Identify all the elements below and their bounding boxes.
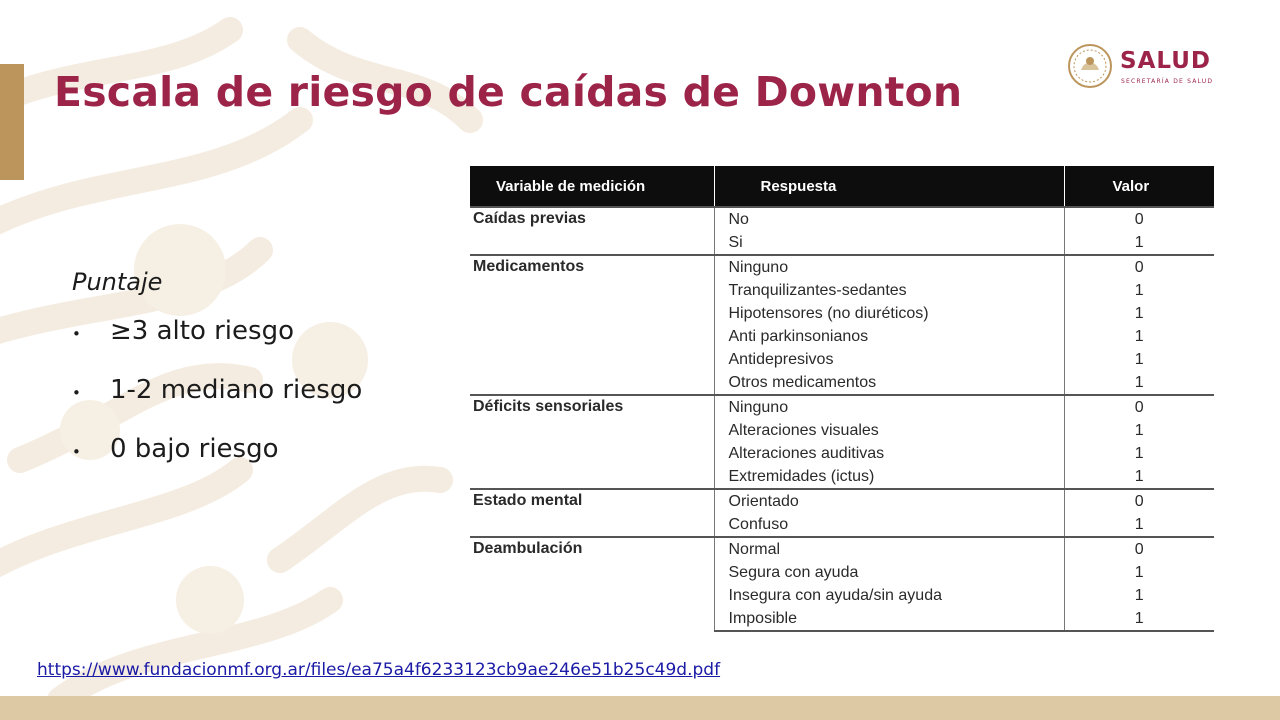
bullet-icon: • (72, 384, 81, 402)
table-row (470, 395, 1214, 419)
value-cell: 1 (1134, 350, 1144, 368)
response-cell: Si (714, 231, 1064, 255)
value-cell: 1 (1064, 607, 1214, 631)
response-cell: Hipotensores (no diuréticos) (714, 302, 1064, 325)
value-cell: 0 (1064, 255, 1214, 279)
bullet-icon: • (72, 325, 81, 343)
category-cell: Deambulación (470, 537, 714, 631)
score-item-label: 1-2 mediano riesgo (110, 375, 363, 405)
downton-table-container (470, 166, 1214, 632)
value-cell: 0 (1064, 207, 1214, 231)
table-header-row (470, 166, 1214, 207)
value-cell: 1 (1134, 327, 1144, 345)
response-cell: Tranquilizantes-sedantes (714, 279, 1064, 302)
column-header-valor: Valor (1064, 166, 1214, 207)
value-cell: 0 (1064, 395, 1214, 419)
score-item-low (72, 434, 452, 493)
value-cell: 1 (1134, 467, 1144, 485)
value-cell: 1 (1134, 444, 1144, 462)
response-cell: Anti parkinsonianos (714, 325, 1064, 348)
category-cell: Caídas previas (470, 207, 714, 255)
response-cell: Alteraciones auditivas (714, 442, 1064, 465)
value-cell: 1 (1134, 586, 1144, 604)
response-cell: Insegura con ayuda/sin ayuda (714, 584, 1064, 607)
source-link[interactable]: https://www.fundacionmf.org.ar/files/ea75a4f6233123cb9ae246e51b25c49d.pdf (37, 660, 721, 680)
score-item-label: ≥3 alto riesgo (110, 316, 294, 346)
value-cell: 1 (1134, 515, 1144, 533)
column-header-respuesta: Respuesta (714, 166, 1064, 207)
logo-subtitle: SECRETARÍA DE SALUD (1121, 78, 1214, 85)
national-seal-icon (1066, 42, 1114, 90)
response-cell: No (714, 207, 1064, 231)
column-header-variable: Variable de medición (470, 166, 714, 207)
table-row (470, 537, 1214, 561)
value-cell: 1 (1134, 233, 1144, 251)
score-item-label: 0 bajo riesgo (110, 434, 279, 464)
downton-scale-table (470, 166, 1214, 632)
logo-wordmark: SALUD (1120, 48, 1211, 74)
title-accent-bar (0, 64, 24, 180)
category-cell: Estado mental (470, 489, 714, 537)
response-cell: Alteraciones visuales (714, 419, 1064, 442)
response-cell: Otros medicamentos (714, 371, 1064, 395)
score-list (72, 316, 452, 493)
value-cell: 1 (1134, 373, 1144, 391)
category-cell: Medicamentos (470, 255, 714, 395)
score-item-high (72, 316, 452, 375)
slide-title: Escala de riesgo de caídas de Downton (54, 68, 963, 116)
response-cell: Orientado (714, 489, 1064, 513)
score-legend (72, 268, 452, 493)
value-cell: 1 (1134, 563, 1144, 581)
value-cell: 0 (1064, 489, 1214, 513)
response-cell: Confuso (714, 513, 1064, 537)
response-cell: Extremidades (ictus) (714, 465, 1064, 489)
response-cell: Antidepresivos (714, 348, 1064, 371)
bullet-icon: • (72, 443, 81, 461)
response-cell: Ninguno (714, 255, 1064, 279)
table-row (470, 207, 1214, 231)
response-cell: Ninguno (714, 395, 1064, 419)
salud-logo (1066, 42, 1226, 94)
response-cell: Segura con ayuda (714, 561, 1064, 584)
table-row (470, 489, 1214, 513)
value-cell: 1 (1134, 281, 1144, 299)
value-cell: 0 (1064, 537, 1214, 561)
table-row (470, 255, 1214, 279)
response-cell: Normal (714, 537, 1064, 561)
value-cell: 1 (1134, 421, 1144, 439)
score-heading: Puntaje (72, 268, 163, 296)
category-cell: Déficits sensoriales (470, 395, 714, 489)
score-item-medium (72, 375, 452, 434)
value-cell: 1 (1134, 304, 1144, 322)
response-cell: Imposible (714, 607, 1064, 631)
footer-bar (0, 696, 1280, 720)
